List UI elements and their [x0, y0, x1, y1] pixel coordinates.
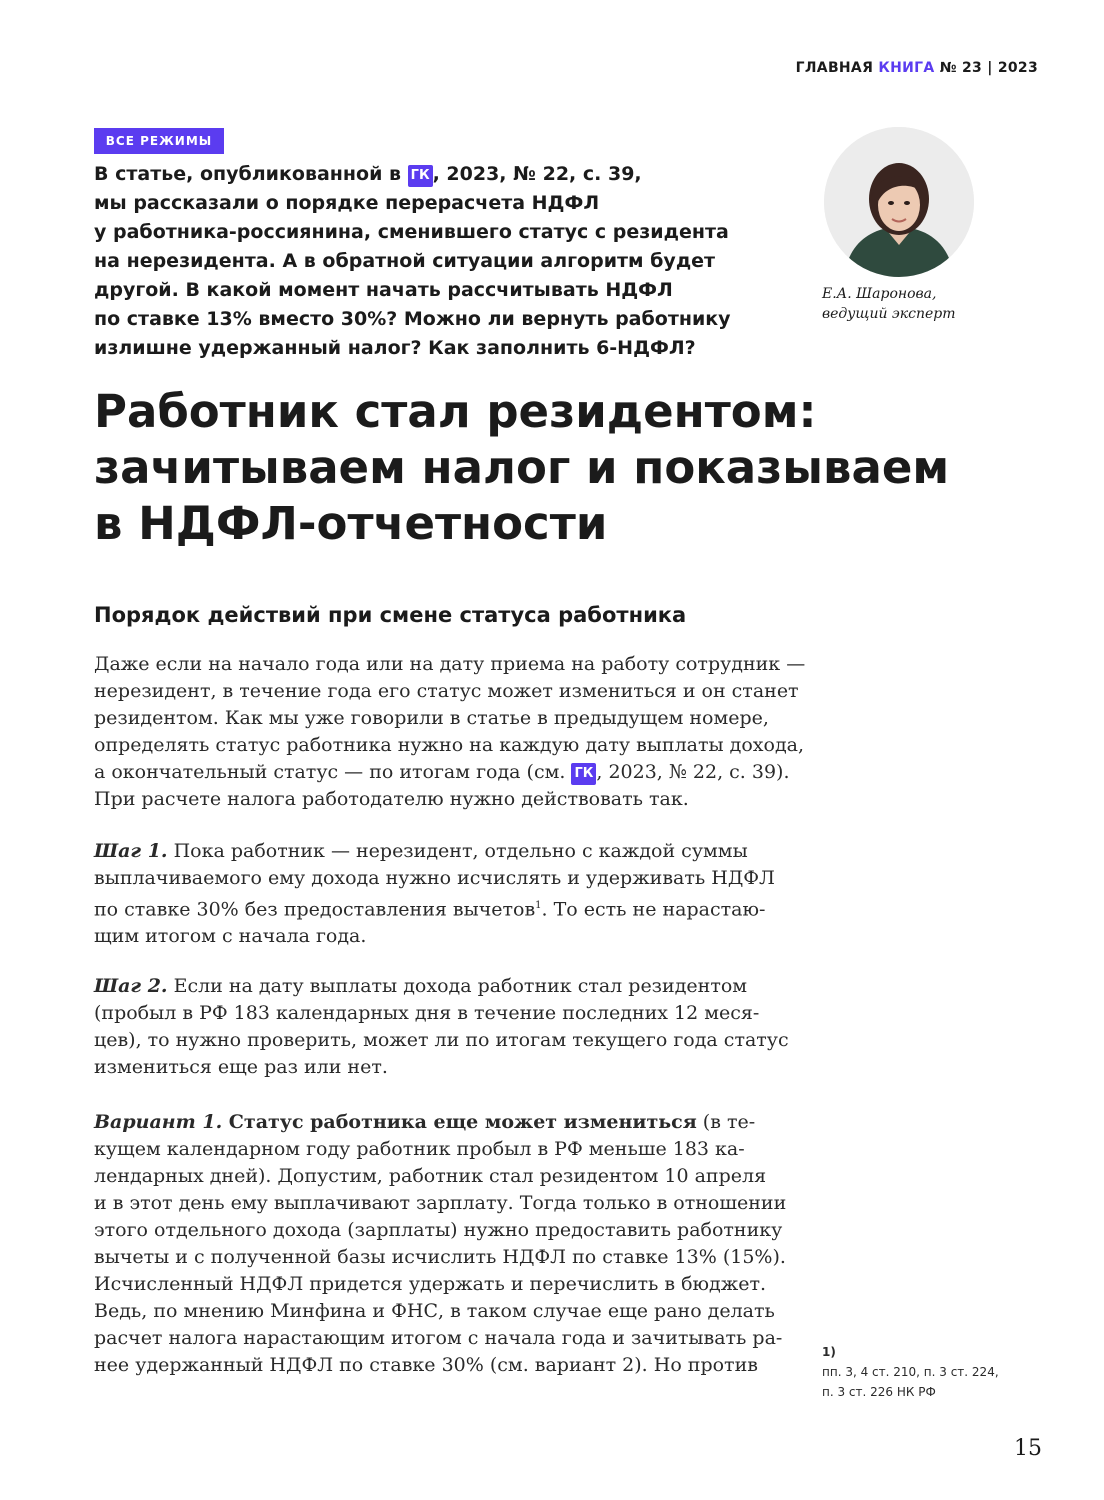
text-line: лендарных дней). Допустим, работник стал резидентом 10 апреля — [94, 1165, 767, 1187]
text-line: Ведь, по мнению Минфина и ФНС, в таком случае еще рано делать — [94, 1300, 775, 1322]
text-line: нерезидент, в течение года его статус может измениться и он станет — [94, 680, 799, 702]
article-title — [94, 384, 1054, 552]
lead-line: мы рассказали о порядке перерасчета НДФЛ — [94, 192, 600, 214]
lead-line: излишне удержанный налог? Как заполнить 6-НДФЛ? — [94, 337, 696, 359]
text-line — [94, 1109, 784, 1136]
text-line: этого отдельного дохода (зарплаты) нужно предоставить работнику — [94, 1219, 783, 1241]
author-portrait-icon — [824, 127, 974, 277]
issue-number: № 23 | 2023 — [939, 60, 1038, 76]
lead-line: на нерезидента. А в обратной ситуации алгоритм будет — [94, 250, 716, 272]
category-tag: ВСЕ РЕЖИМЫ — [94, 128, 224, 154]
author-name: Е.А. Шаронова, — [822, 286, 937, 302]
author-role: ведущий эксперт — [822, 306, 956, 322]
variant-1-paragraph — [94, 1109, 787, 1379]
text-line: кущем календарном году работник пробыл в РФ меньше 183 ка- — [94, 1138, 745, 1160]
title-line: Работник стал резидентом: — [94, 385, 817, 438]
lead-line: у работника-россиянина, сменившего статус с резидента — [94, 221, 729, 243]
text-span: , 2023, № 22, с. 39). — [596, 761, 790, 783]
page-number: 15 — [1014, 1436, 1042, 1461]
text-span: Пока работник — нерезидент, отдельно с каждой суммы — [167, 840, 748, 862]
text-line — [94, 838, 784, 865]
text-line: выплачиваемого ему дохода нужно исчислять и удерживать НДФЛ — [94, 867, 775, 889]
text-line: вычеты и с полученной базы исчислить НДФЛ по ставке 13% (15%). — [94, 1246, 786, 1268]
text-line: Исчисленный НДФЛ придется удержать и перечислить в бюджет. — [94, 1273, 767, 1295]
lead-line: другой. В какой момент начать рассчитывать НДФЛ — [94, 279, 673, 301]
step-2-paragraph — [94, 973, 789, 1081]
text-line — [94, 973, 784, 1000]
text-line: определять статус работника нужно на каждую дату выплаты дохода, — [94, 734, 805, 756]
text-line: Даже если на начало года или на дату приема на работу сотрудник — — [94, 653, 806, 675]
variant-strong: Статус работника еще может измениться — [222, 1111, 697, 1133]
lead-text: , 2023, № 22, с. 39, — [432, 163, 642, 185]
step-label: Шаг 2. — [94, 975, 168, 997]
text-line: цев), то нужно проверить, может ли по итогам текущего года статус — [94, 1029, 789, 1051]
text-line: При расчете налога работодателю нужно действовать так. — [94, 788, 689, 810]
gk-logo-icon: ГК — [571, 763, 596, 785]
text-line — [94, 892, 784, 923]
intro-paragraph — [94, 651, 806, 813]
text-line: нее удержанный НДФЛ по ставке 30% (см. вариант 2). Но против — [94, 1354, 758, 1376]
title-line: в НДФЛ-отчетности — [94, 497, 608, 550]
text-span: Если на дату выплаты дохода работник стал резидентом — [167, 975, 748, 997]
brand-name: ГЛАВНАЯ — [795, 60, 874, 76]
section-heading: Порядок действий при смене статуса работника — [94, 603, 687, 627]
brand-accent: КНИГА — [878, 60, 935, 76]
variant-label: Вариант 1. — [94, 1111, 223, 1133]
gk-logo-icon: ГК — [408, 165, 433, 187]
footnote-line — [822, 1342, 1042, 1382]
text-span: (в те- — [696, 1111, 756, 1133]
text-span: по ставке 30% без предоставления вычетов — [94, 898, 536, 921]
text-line: (пробыл в РФ 183 календарных дня в течение последних 12 меся- — [94, 1002, 760, 1024]
step-1-paragraph — [94, 838, 784, 950]
text-span: а окончательный статус — по итогам года (см. — [94, 761, 572, 783]
text-line: измениться еще раз или нет. — [94, 1056, 388, 1078]
text-line: резидентом. Как мы уже говорили в статье в предыдущем номере, — [94, 707, 769, 729]
step-label: Шаг 1. — [94, 840, 168, 862]
text-line: расчет налога нарастающим итогом с начала года и зачитывать ра- — [94, 1327, 783, 1349]
lead-line — [94, 160, 784, 189]
text-line: и в этот день ему выплачивают зарплату. Тогда только в отношении — [94, 1192, 787, 1214]
footnote-line: п. 3 ст. 226 НК РФ — [822, 1385, 936, 1399]
text-span: . То есть не нарастаю- — [541, 898, 766, 921]
footnote-number: 1) — [822, 1345, 836, 1359]
text-line — [94, 759, 790, 786]
text-line: щим итогом с начала года. — [94, 925, 367, 948]
author-caption — [822, 284, 956, 324]
magazine-header — [796, 60, 1038, 76]
text-span: пп. 3, 4 ст. 210, п. 3 ст. 224, — [822, 1365, 999, 1379]
lead-line: по ставке 13% вместо 30%? Можно ли вернуть работнику — [94, 308, 731, 330]
footnote — [822, 1342, 1042, 1402]
author-photo — [824, 127, 974, 277]
footnote-ref: 1 — [535, 900, 542, 911]
lead-paragraph — [94, 160, 784, 363]
lead-text: В статье, опубликованной в — [94, 163, 408, 185]
title-line: зачитываем налог и показываем — [94, 441, 950, 494]
